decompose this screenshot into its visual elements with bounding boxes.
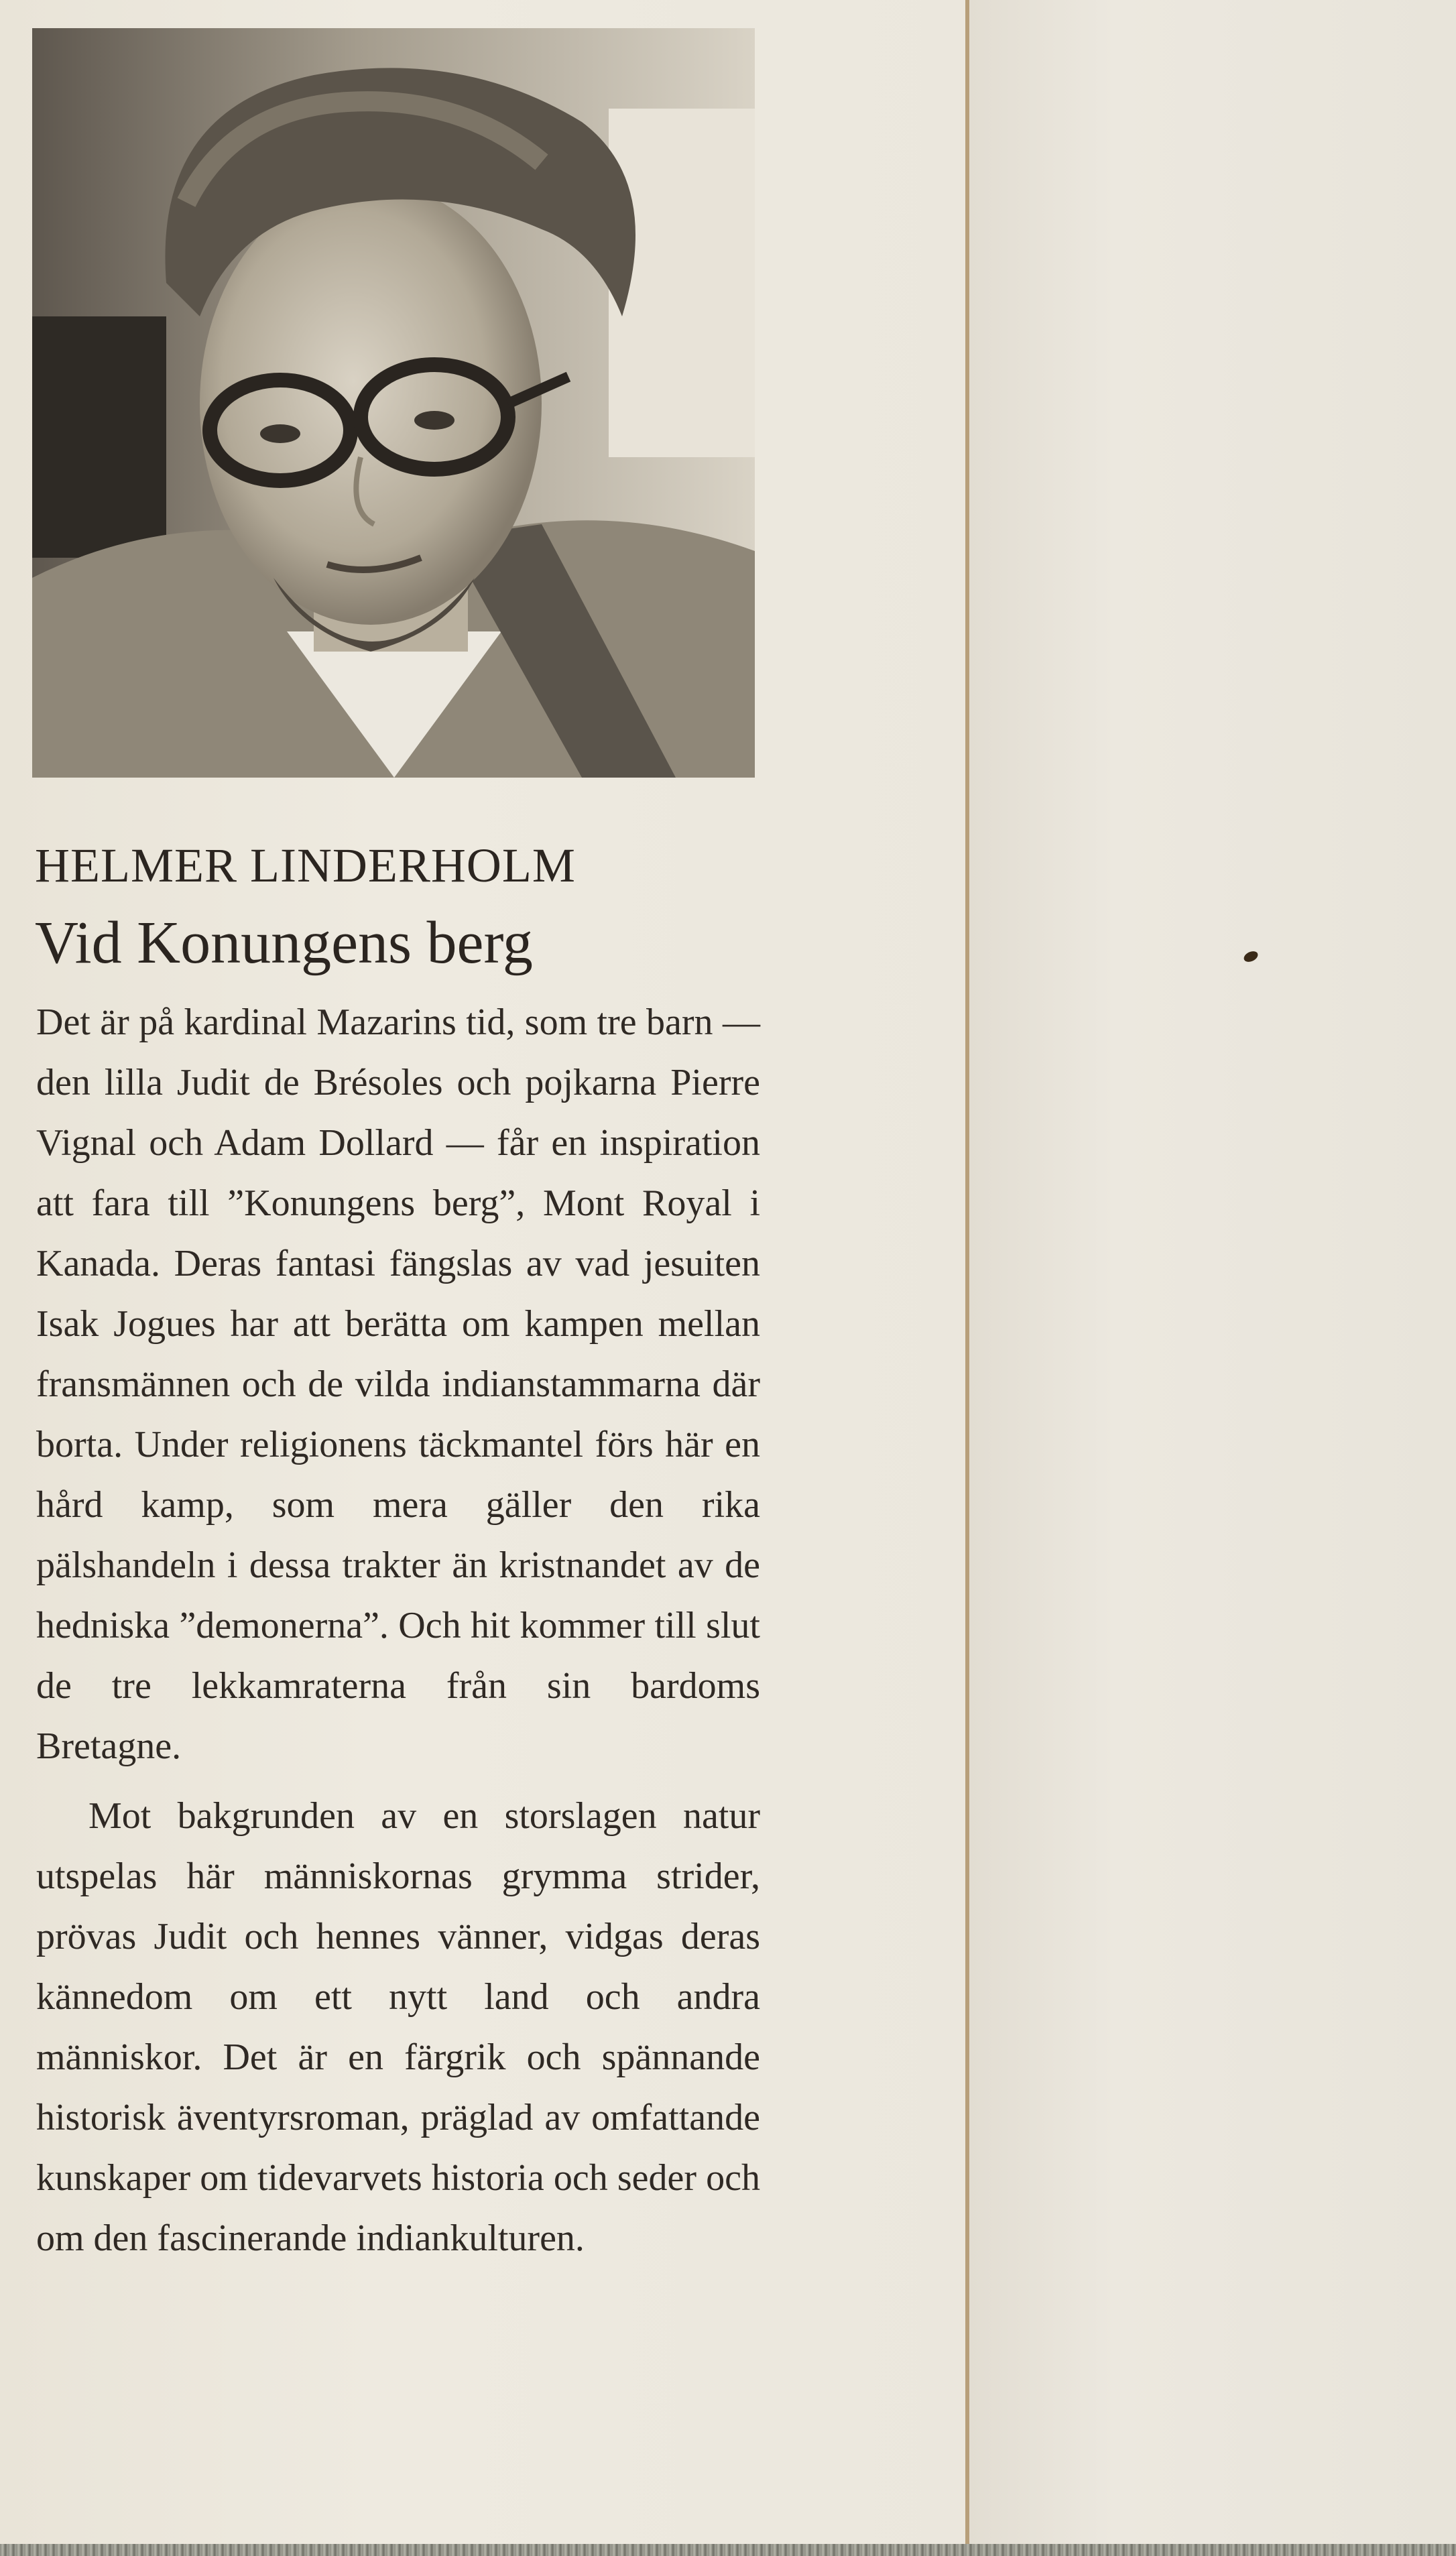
back-panel	[969, 0, 1456, 2544]
fabric-edge	[0, 2544, 1456, 2556]
blurb-paragraph: Mot bakgrunden av en storslagen natur utspelas här människornas grymma strider, prövas Judit och hennes vänner, vidgas deras kännedom om ett nytt land och andra människor. Det är en färgrik och spännande historisk äventyrsroman, präglad av omfattande kunskaper om tidevarvets historia och seder och om den fascinerande indiankulturen.	[36, 1795, 760, 2259]
book-title: Vid Konungens berg	[35, 910, 533, 976]
author-portrait-image	[32, 28, 755, 778]
author-photo	[32, 28, 755, 778]
blurb	[36, 992, 760, 2268]
blurb-paragraph: Det är på kardinal Mazarins tid, som tre barn — den lilla Judit de Brésoles och pojkarna Pierre Vignal och Adam Dollard — får en inspiration att fara till ”Konungens berg”, Mont Royal i Kanada. Deras fantasi fängslas av vad jesuiten Isak Jogues har att berätta om kampen mellan fransmännen och de vilda indianstammarna där borta. Under religionens täckmantel förs här en hård kamp, som mera gäller den rika pälshandeln i dessa trakter än kristnandet av de hedniska ”demonerna”. Och hit kommer till slut de tre lekkamraterna från sin bardoms Bretagne.	[36, 1001, 760, 1767]
author-name: HELMER LINDERHOLM	[35, 839, 576, 892]
